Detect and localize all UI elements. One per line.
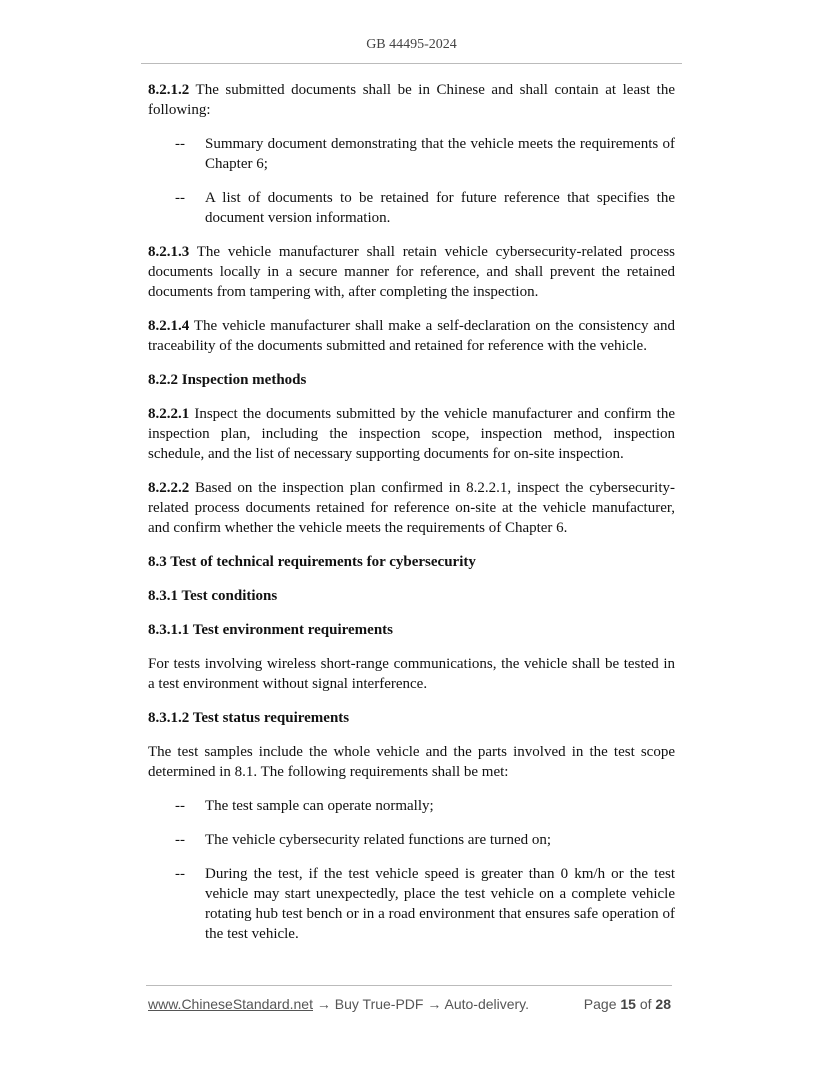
dash-bullet: -- — [175, 136, 185, 152]
list-item — [148, 864, 675, 944]
list-item-text: A list of documents to be retained for future reference that specifies the document version information. — [205, 190, 675, 226]
list-item-text: During the test, if the test vehicle speed is greater than 0 km/h or the test vehicle may start unexpectedly, place the test vehicle on a complete vehicle rotating hub test bench or in a road environment that ensures safe operation of the test vehicle. — [205, 866, 675, 942]
page-label: Page — [583, 996, 617, 1012]
clause-text: The vehicle manufacturer shall retain vehicle cybersecurity-related process documents locally in a secure manner for reference, and shall prevent the retained documents from tampering with, after completing the inspection. — [148, 244, 675, 300]
list-item-text: The test sample can operate normally; — [205, 798, 434, 814]
heading-8-2-2: 8.2.2 Inspection methods — [148, 372, 307, 388]
list-item — [148, 188, 675, 228]
clause-number: 8.2.1.2 — [148, 82, 190, 98]
dash-bullet: -- — [175, 190, 185, 206]
page-footer — [148, 996, 671, 1012]
of-label: of — [639, 996, 652, 1012]
dash-bullet: -- — [175, 798, 185, 814]
clause-text: The vehicle manufacturer shall make a self-declaration on the consistency and traceability of the documents submitted and retained for reference with the vehicle. — [148, 318, 675, 354]
clause-number: 8.2.2.2 — [148, 480, 190, 496]
paragraph-8-3-1-2: The test samples include the whole vehicle and the parts involved in the test scope determined in 8.1. The following requirements shall be met: — [148, 744, 675, 780]
dash-bullet: -- — [175, 832, 185, 848]
clause-8-2-2-2 — [148, 478, 675, 538]
website-link[interactable]: www.ChineseStandard.net — [148, 996, 313, 1012]
clause-8-2-1-4 — [148, 316, 675, 356]
paragraph-8-3-1-1: For tests involving wireless short-range communications, the vehicle shall be tested in a test environment without signal interference. — [148, 656, 675, 692]
clause-8-2-1-3 — [148, 242, 675, 302]
header-divider — [141, 63, 682, 64]
document-body — [148, 80, 675, 958]
clause-number: 8.2.2.1 — [148, 406, 190, 422]
clause-8-2-1-2 — [148, 80, 675, 120]
page-header-title: GB 44495-2024 — [366, 37, 457, 52]
clause-number: 8.2.1.4 — [148, 318, 190, 334]
page-indicator — [584, 996, 671, 1012]
list-item — [148, 830, 675, 850]
clause-text: Inspect the documents submitted by the vehicle manufacturer and confirm the inspection plan, including the inspection scope, inspection method, inspection schedule, and the list of necessary supporting documents for on-site inspection. — [148, 406, 675, 462]
heading-8-3-1-2: 8.3.1.2 Test status requirements — [148, 710, 350, 726]
list-item — [148, 134, 675, 174]
heading-8-3: 8.3 Test of technical requirements for cybersecurity — [148, 554, 476, 570]
page-total: 28 — [655, 996, 671, 1012]
clause-text: The submitted documents shall be in Chinese and shall contain at least the following: — [148, 82, 675, 118]
footer-divider — [146, 985, 672, 986]
clause-8-2-2-1 — [148, 404, 675, 464]
clause-number: 8.2.1.3 — [148, 244, 190, 260]
dash-bullet: -- — [175, 866, 185, 882]
list-item — [148, 796, 675, 816]
page-number: 15 — [620, 996, 636, 1012]
heading-8-3-1-1: 8.3.1.1 Test environment requirements — [148, 622, 394, 638]
heading-8-3-1: 8.3.1 Test conditions — [148, 588, 278, 604]
footer-tagline: → Buy True-PDF → Auto-delivery. — [313, 996, 530, 1012]
list-item-text: The vehicle cybersecurity related functions are turned on; — [205, 832, 552, 848]
clause-text: Based on the inspection plan confirmed in 8.2.2.1, inspect the cybersecurity-related process documents retained for reference on-site at the vehicle manufacturer, and confirm whether the vehicle meets the requirements of Chapter 6. — [148, 480, 675, 536]
list-item-text: Summary document demonstrating that the vehicle meets the requirements of Chapter 6; — [205, 136, 675, 172]
